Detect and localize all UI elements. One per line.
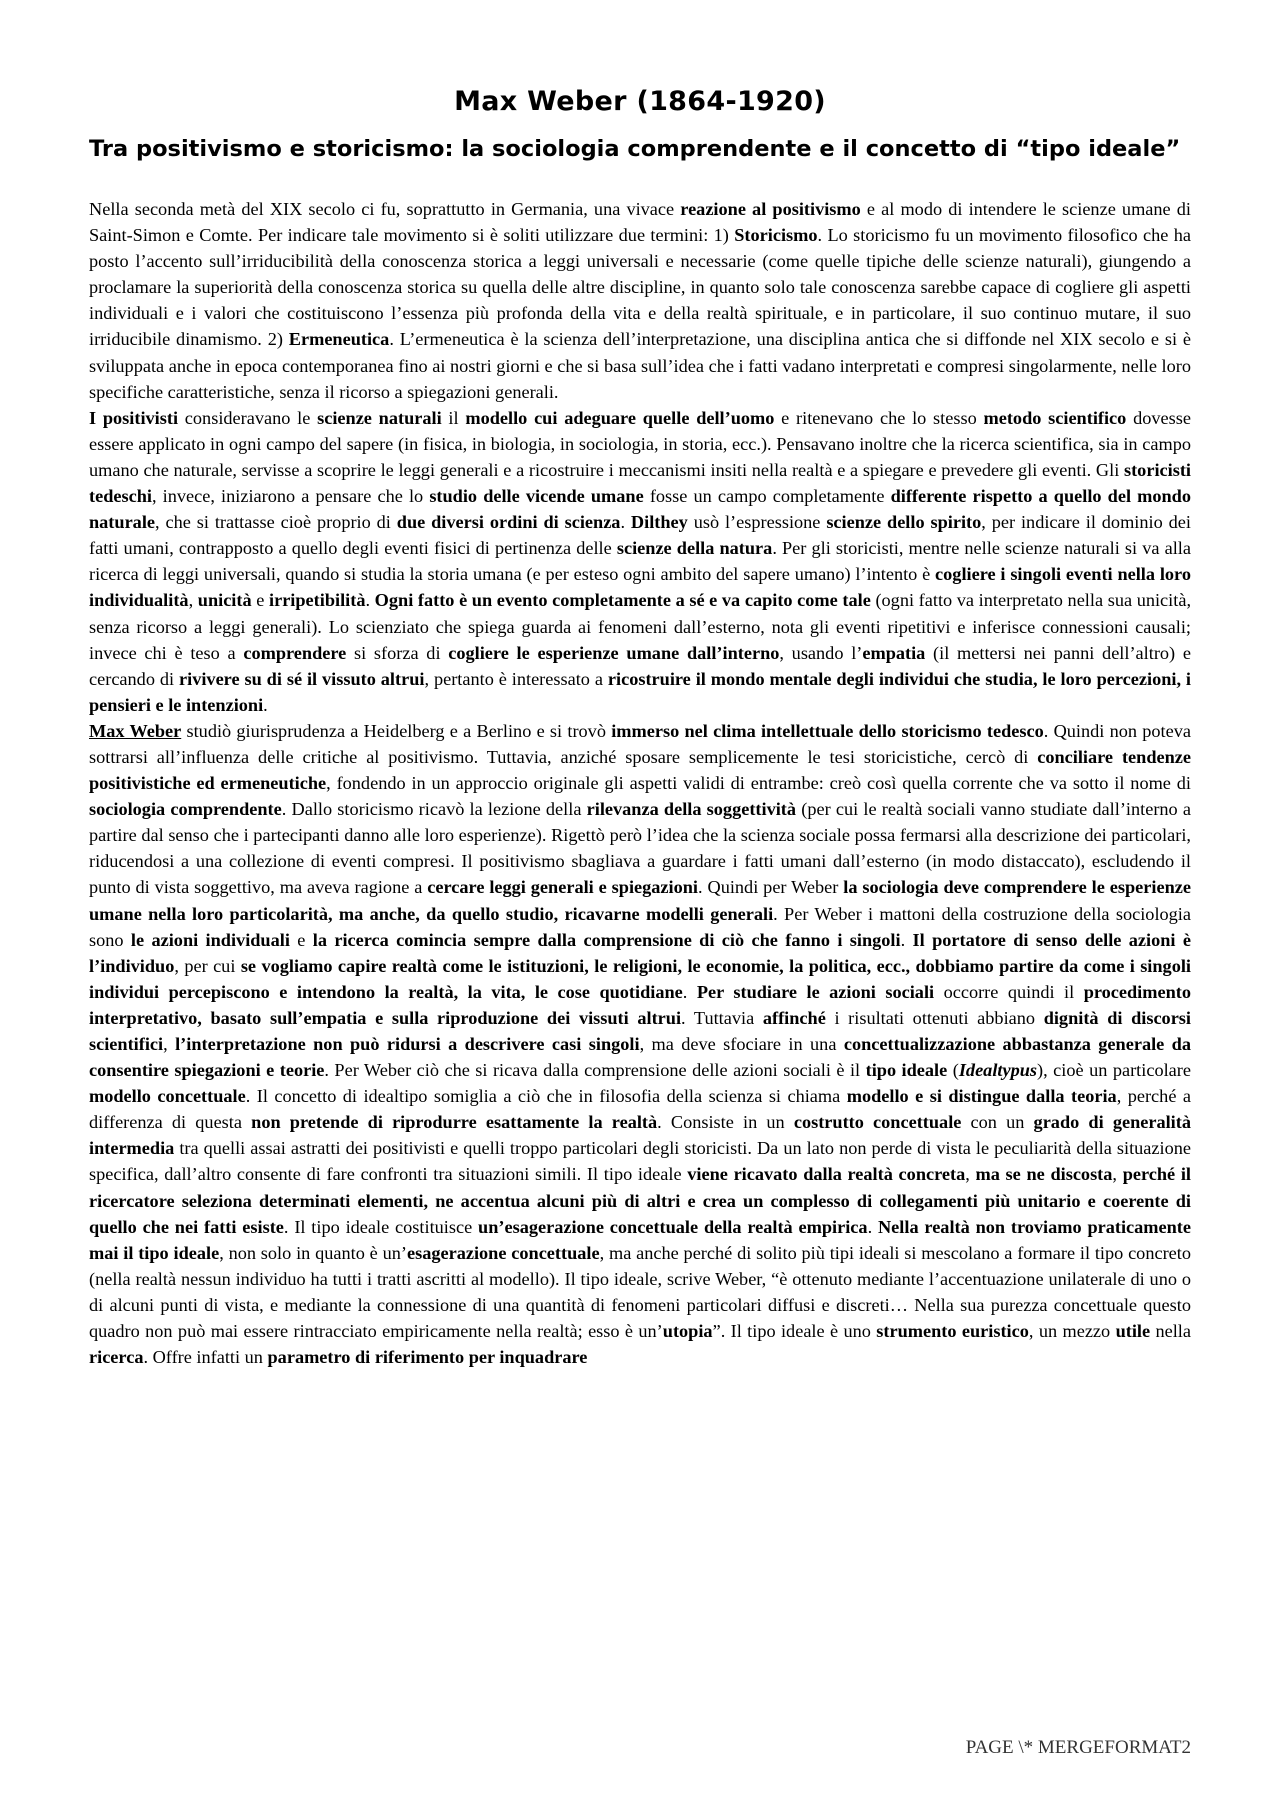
bold-phrase: Dilthey [630, 512, 688, 533]
bold-phrase: rivivere su di sé il vissuto altrui [179, 668, 425, 689]
bold-phrase: utile [1115, 1321, 1151, 1342]
bold-phrase: empatia [862, 642, 926, 663]
bold-phrase: due diversi ordini di scienza [396, 512, 621, 533]
bold-phrase: ma se ne discosta [975, 1164, 1113, 1185]
bold-phrase: unicità [197, 590, 252, 611]
bold-phrase: dignità di discorsi scientifici [89, 1007, 1192, 1054]
bold-phrase: immerso nel clima intellettuale dello storicismo tedesco [611, 720, 1044, 741]
bold-phrase: modello e si distingue dalla teoria [846, 1086, 1117, 1107]
bold-phrase: scienze della natura [616, 538, 773, 559]
bold-phrase: storicisti tedeschi [89, 459, 1191, 507]
body-text [89, 196, 1191, 1370]
bold-phrase: le azioni individuali [130, 929, 290, 950]
bold-phrase: tipo ideale [865, 1060, 948, 1081]
bold-phrase: ricerca [89, 1347, 144, 1368]
bold-phrase: se vogliamo capire realtà come le istituzioni, le religioni, le economie, la politica, ecc., dobbiamo partire da come i singoli individui percepiscono e intendono la realtà, la vita, le cose quotidiane [89, 955, 1191, 1002]
page-footer: PAGE \* MERGEFORMAT2 [965, 1737, 1191, 1758]
bold-phrase: sociologia comprendente [89, 799, 282, 820]
bold-phrase: cercare leggi generali e spiegazioni [427, 877, 699, 898]
paragraph-positivists: I positivisti consideravano le scienze naturali il modello cui adeguare quelle dell’uomo e ritenevano che lo stesso metodo scientifico dovesse essere applicato in ogni campo del sapere (in fisica, in biologia, in sociologia, in storia, ecc.). Pensavano inoltre che la ricerca scientifica, sia in campo umano che naturale, servisse a scoprire le leggi generali e a ricostruire i meccanismi insiti nella realtà e a spiegare e prevedere gli eventi. Gli storicisti tedeschi, invece, iniziarono a pensare che lo studio delle vicende umane fosse un campo completamente differente rispetto a quello del mondo naturale, che si trattasse cioè proprio di due diversi ordini di scienza. Dilthey usò l’espressione scienze dello spirito, per indicare il dominio dei fatti umani, contrapposto a quello degli eventi fisici di pertinenza delle scienze della natura. Per gli storicisti, mentre nelle scienze naturali si va alla ricerca di leggi universali, quando si studia la storia umana (e per esteso ogni ambito del sapere umano) l’intento è cogliere i singoli eventi nella loro individualità, unicità e irripetibilità. Ogni fatto è un evento completamente a sé e va capito come tale (ogni fatto va interpretato nella sua unicità, senza ricorso a leggi generali). Lo scienziato che spiega guarda ai fenomeni dall’esterno, nota gli eventi ripetitivi e inferisce connessioni causali; invece chi è teso a comprendere si sforza di cogliere le esperienze umane dall’interno, usando l’empatia (il mettersi nei panni dell’altro) e cercando di rivivere su di sé il vissuto altrui, pertanto è interessato a ricostruire il mondo mentale degli individui che studia, le loro percezioni, i pensieri e le intenzioni. [89, 407, 1192, 715]
bold-phrase: non pretende di riprodurre esattamente la realtà [251, 1112, 658, 1133]
bold-phrase: parametro di riferimento per inquadrare [267, 1347, 588, 1368]
bold-phrase: Il portatore di senso delle azioni è l’individuo [89, 929, 1191, 976]
bold-phrase: scienze dello spirito [826, 512, 982, 533]
bold-phrase: modello cui adeguare quelle dell’uomo [465, 407, 775, 428]
bold-phrase: studio delle vicende umane [429, 486, 644, 507]
section-subtitle: Tra positivismo e storicismo: la sociologia comprendente e il concetto di “tipo ideale” [89, 136, 1181, 162]
bold-phrase: l’interpretazione non può ridursi a descrivere casi singoli [175, 1034, 640, 1054]
bold-phrase: conciliare tendenze positivistiche ed ermeneutiche [89, 746, 1191, 794]
paragraph-weber: Max Weber studiò giurisprudenza a Heidelberg e a Berlino e si trovò immerso nel clima intellettuale dello storicismo tedesco. Quindi non poteva sottrarsi all’influenza delle critiche al positivismo. Tuttavia, anziché sposare semplicemente le tesi storicistiche, cercò di conciliare tendenze positivistiche ed ermeneutiche, fondendo in un approccio originale gli aspetti validi di entrambe: creò così quella corrente che va sotto il nome di sociologia comprendente. Dallo storicismo ricavò la lezione della rilevanza della soggettività (per cui le realtà sociali vanno studiate dall’interno a partire dal senso che i partecipanti danno alle loro esperienze). Rigettò però l’idea che la scienza sociale possa fermarsi alla descrizione dei particolari, riducendosi a una collezione di eventi compresi. Il positivismo sbagliava a guardare i fatti umani dall’esterno (in modo distaccato), escludendo il punto di vista soggettivo, ma aveva ragione a cercare leggi generali e spiegazioni. Quindi per Weber la sociologia deve comprendere le esperienze umane nella loro particolarità, ma anche, da quello studio, ricavarne modelli generali. Per Weber i mattoni della costruzione della sociologia sono le azioni individuali e la ricerca comincia sempre dalla comprensione di ciò che fanno i singoli. Il portatore di senso delle azioni è l’individuo, per cui se vogliamo capire realtà come le istituzioni, le religioni, le economie, la politica, ecc., dobbiamo partire da come i singoli individui percepiscono e intendono la realtà, la vita, le cose quotidiane. Per studiare le azioni sociali occorre quindi il procedimento interpretativo, basato sull’empatia e sulla riproduzione dei vissuti altrui. Tuttavia affinché i risultati ottenuti abbiano dignità di discorsi scientifici, l’interpretazione non può ridursi a descrivere casi singoli, ma deve sfociare in una concettualizzazione abbastanza generale da consentire spiegazioni e teorie. Per Weber ciò che si ricava dalla comprensione delle azioni sociali è il tipo ideale (Idealtypus), cioè un particolare modello concettuale. Il concetto di idealtipo somiglia a ciò che in filosofia della scienza si chiama modello e si distingue dalla teoria, perché a differenza di questa non pretende di riprodurre esattamente la realtà. Consiste in un costrutto concettuale con un grado di generalità intermedia tra quelli assai astratti dei positivisti e quelli troppo particolari degli storicisti. Da un lato non perde di vista le peculiarità della situazione specifica, dall’altro consente di fare confronti tra situazioni simili. Il tipo ideale viene ricavato dalla realtà concreta, ma se ne discosta, perché il ricercatore seleziona determinati elementi, ne accentua alcuni più di altri e crea un complesso di collegamenti più unitario e coerente di quello che nei fatti esiste. Il tipo ideale costituisce un’esagerazione concettuale della realtà empirica. Nella realtà non troviamo praticamente mai il tipo ideale, non solo in quanto è un’esagerazione concettuale, ma anche perché di solito più tipi ideali si mescolano a formare il tipo concreto (nella realtà nessun individuo ha tutti i tratti ascritti al modello). Il tipo ideale, scrive Weber, “è ottenuto mediante l’accentuazione unilaterale di uno o di alcuni punti di vista, e mediante la connessione di una quantità di fenomeni particolari diffusi e discreti… Nella sua purezza concettuale questo quadro non può mai essere rintracciato empiricamente nella realtà; esso è un’utopia”. Il tipo ideale è uno strumento euristico, un mezzo utile nella ricerca. Offre infatti un parametro di riferimento per inquadrare [89, 720, 1192, 1368]
bold-phrase: Storicismo [734, 225, 818, 246]
bold-phrase: scienze naturali [317, 407, 442, 428]
bold-phrase: Idealtypus [958, 1060, 1038, 1081]
bold-phrase: differente rispetto a quello del mondo naturale [89, 486, 1191, 533]
page-title: Max Weber (1864-1920) [454, 86, 826, 117]
bold-phrase: esagerazione concettuale [406, 1242, 600, 1263]
bold-phrase: strumento euristico [876, 1321, 1029, 1342]
bold-phrase: un’esagerazione concettuale della realtà empirica [478, 1216, 868, 1237]
bold-phrase: Nella realtà non troviamo praticamente mai il tipo ideale [89, 1216, 1192, 1263]
bold-phrase: grado di generalità intermedia [89, 1112, 1191, 1159]
bold-phrase: rilevanza della soggettività [586, 799, 797, 820]
bold-phrase: reazione al positivismo [680, 199, 861, 219]
bold-phrase: metodo scientifico [983, 407, 1127, 428]
bold-phrase: procedimento interpretativo, basato sull’empatia e sulla riproduzione dei vissuti altrui [89, 981, 1191, 1028]
bold-phrase: cogliere le esperienze umane dall’interno [448, 642, 780, 663]
bold-phrase: cogliere i singoli eventi nella loro individualità [89, 564, 1191, 611]
bold-phrase: modello concettuale [89, 1086, 246, 1107]
bold-phrase: utopia [662, 1321, 713, 1342]
bold-phrase: Ermeneutica [288, 329, 390, 350]
bold-phrase: perché il ricercatore seleziona determinati elementi, ne accentua alcuni più di altri e crea un complesso di collegamenti più unitario e coerente di quello che nei fatti esiste [89, 1164, 1191, 1237]
bold-phrase: la sociologia deve comprendere le esperienze umane nella loro particolarità, ma anche, da quello studio, ricavarne modelli generali [89, 877, 1191, 924]
bold-phrase: viene ricavato dalla realtà concreta [687, 1164, 966, 1185]
bold-phrase: I positivisti [89, 407, 179, 428]
bold-phrase: irripetibilità [269, 590, 366, 611]
bold-phrase: concettualizzazione abbastanza generale da consentire spiegazioni e teorie [89, 1034, 1191, 1081]
bold-phrase: Max Weber [89, 720, 182, 741]
bold-phrase: costrutto concettuale [793, 1112, 962, 1133]
paragraph-intro: Nella seconda metà del XIX secolo ci fu, soprattutto in Germania, una vivace reazione al positivismo e al modo di intendere le scienze umane di Saint-Simon e Comte. Per indicare tale movimento si è soliti utilizzare due termini: 1) Storicismo. Lo storicismo fu un movimento filosofico che ha posto l’accento sull’irriducibilità della conoscenza storica a leggi universali e necessarie (come quelle tipiche delle scienze naturali), giungendo a proclamare la superiorità della conoscenza storica su quella delle altre discipline, in quanto solo tale conoscenza sarebbe capace di cogliere gli aspetti individuali e i valori che costituiscono l’essenza più profonda della vita e della realtà spirituale, e in particolare, il suo continuo mutare, il suo irriducibile dinamismo. 2) Ermeneutica. L’ermeneutica è la scienza dell’interpretazione, una disciplina antica che si diffonde nel XIX secolo e si è sviluppata anche in epoca contemporanea fino ai nostri giorni e che si basa sull’idea che i fatti vadano interpretati e compresi singolarmente, nelle loro specifiche caratteristiche, senza il ricorso a spiegazioni generali. [89, 199, 1192, 402]
bold-phrase: comprendere [243, 642, 347, 663]
bold-phrase: Per studiare le azioni sociali [696, 981, 935, 1002]
bold-phrase: ricostruire il mondo mentale degli individui che studia, le loro percezioni, i pensieri e le intenzioni [89, 668, 1192, 715]
bold-phrase: Ogni fatto è un evento completamente a sé e va capito come tale [374, 590, 871, 611]
bold-phrase: la ricerca comincia sempre dalla comprensione di ciò che fanno i singoli [312, 929, 901, 950]
bold-phrase: affinché [762, 1007, 826, 1028]
